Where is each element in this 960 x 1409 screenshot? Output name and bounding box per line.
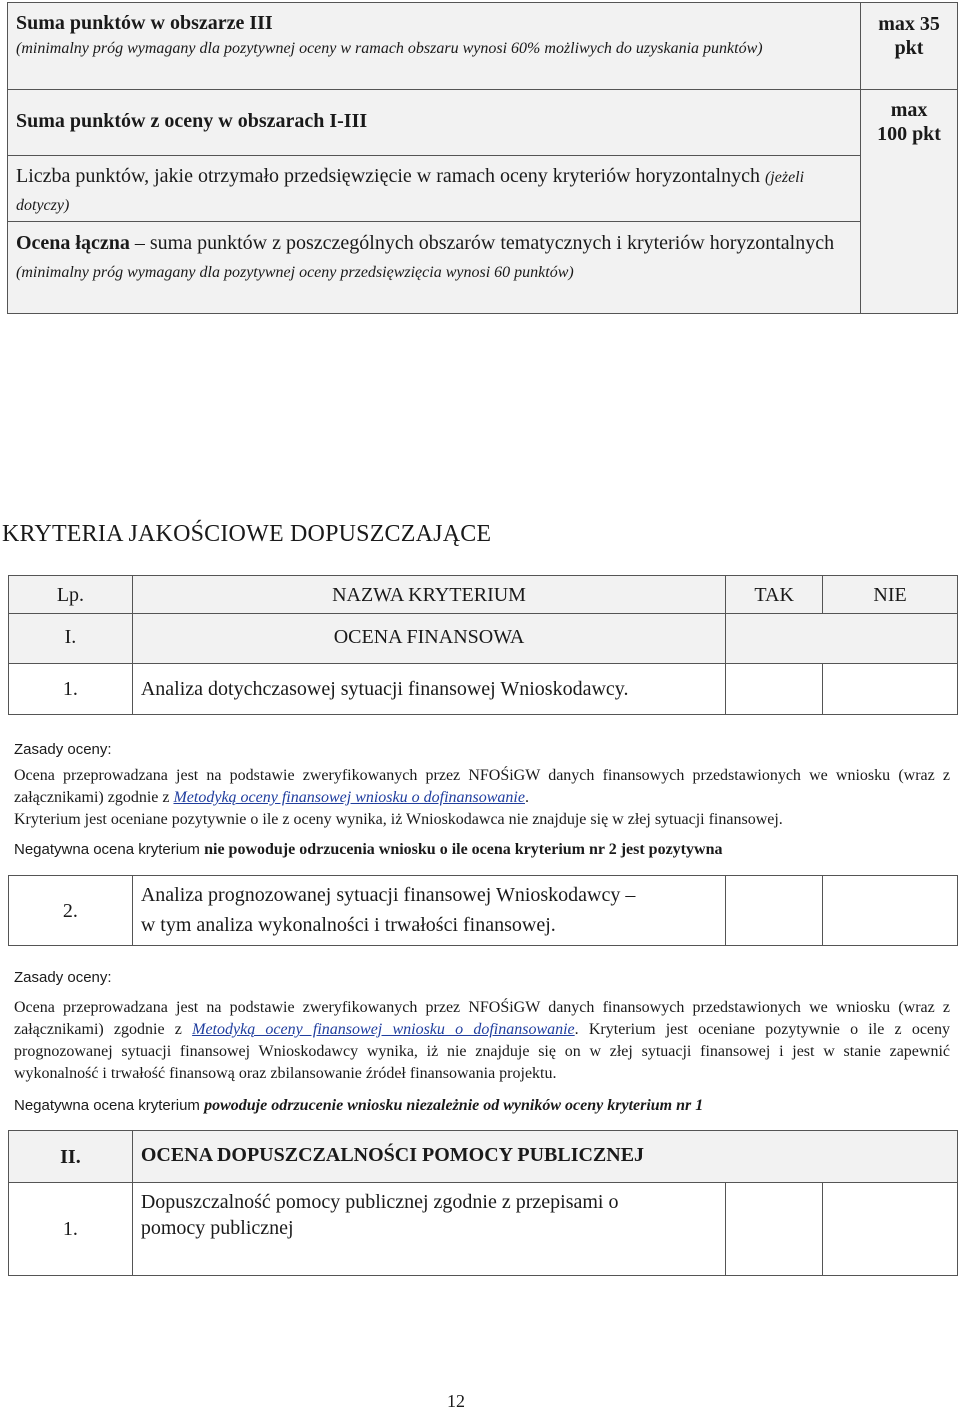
summary-row-area3 (8, 3, 958, 90)
area3-max-line2: pkt (894, 37, 924, 59)
methodology-link-2[interactable]: Metodyką oceny finansowej wniosku o dofinansowanie (192, 1021, 575, 1038)
section2-number: II. (9, 1131, 133, 1183)
criterion-2-rules-label: Zasady oceny: (14, 969, 112, 986)
summary-table (7, 2, 958, 314)
section1-row (9, 614, 958, 664)
criterion-2-name-line2: w tym analiza wykonalności i trwałości finansowej. (140, 914, 556, 936)
area3-note: (minimalny próg wymagany dla pozytywnej oceny w ramach obszaru wynosi 60% możliwych do uzyskania punktów) (16, 40, 763, 57)
criterion-2-row (9, 876, 958, 946)
header-name: NAZWA KRYTERIUM (132, 576, 725, 614)
total-max-line2: 100 pkt (877, 123, 941, 145)
criterion-2-negative: Negatywna ocena kryterium powoduje odrzucenie wniosku niezależnie od wyników oceny kryterium nr 1 (14, 1097, 704, 1114)
summary-row-total (8, 90, 958, 156)
horizontal-note: (jeżeli dotyczy) (16, 169, 805, 214)
criterion-1-nie-cell[interactable] (823, 664, 958, 715)
section1-title: OCENA FINANSOWA (132, 614, 725, 664)
section2-title: OCENA DOPUSZCZALNOŚCI POMOCY PUBLICZNEJ (132, 1131, 957, 1183)
criterion-1-rules-text: Ocena przeprowadzana jest na podstawie zweryfikowanych przez NFOŚiGW danych finansowych przedstawionych we wniosku (wraz z załącznikami) zgodnie z Metodyką oceny finansowej wniosku o dofinansowanie. (14, 767, 950, 806)
area3-title: Suma punktów w obszarze III (16, 12, 273, 34)
area3-cell (8, 3, 861, 90)
section2-criterion-1-name-line1: Dopuszczalność pomocy publicznej zgodnie z przepisami o (140, 1191, 619, 1213)
area3-max-cell (861, 3, 958, 90)
criteria-table-item2 (8, 875, 958, 946)
total-title: Suma punktów z oceny w obszarach I-III (16, 110, 368, 132)
criterion-1-tak-cell[interactable] (726, 664, 823, 715)
section2-criterion-1-row (9, 1183, 958, 1276)
criteria-header-row (9, 576, 958, 614)
criterion-1-name: Analiza dotychczasowej sytuacji finansowej Wnioskodawcy. (132, 664, 725, 715)
page-number: 12 (447, 1391, 465, 1409)
section-heading: KRYTERIA JAKOŚCIOWE DOPUSZCZAJĄCE (2, 521, 492, 547)
criterion-2-name-cell (132, 876, 725, 946)
total-max-line1: max (890, 99, 928, 121)
criterion-2-tak-cell[interactable] (726, 876, 823, 946)
criterion-1-rules-label: Zasady oceny: (14, 741, 112, 758)
section1-number: I. (9, 614, 133, 664)
overall-title-bold: Ocena łączna (16, 232, 130, 254)
section2-criterion-1-name-line2: pomocy publicznej (140, 1217, 294, 1239)
section1-blank (726, 614, 958, 664)
area3-max-line1: max 35 (878, 13, 940, 35)
criterion-1-number: 1. (9, 664, 133, 715)
criterion-2-rules-text: Ocena przeprowadzana jest na podstawie zweryfikowanych przez NFOŚiGW danych finansowych przedstawionych we wniosku (wraz z załącznikami) zgodnie z Metodyką oceny finansowej wniosku o dofinansowanie. Kryterium jest oceniane pozytywnie o ile z oceny prognozowanej sytuacji finansowej Wnioskodawcy wynika, iż nie znajduje się on w złej sytuacji finansowej i jest w stanie zapewnić wykonalność i trwałość finansową oraz zbilansowanie źródeł finansowania projektu. (14, 999, 951, 1082)
overall-note: (minimalny próg wymagany dla pozytywnej oceny przedsięwzięcia wynosi 60 punktów) (16, 264, 574, 281)
total-max-cell (861, 90, 958, 314)
overall-title-rest: – suma punktów z poszczególnych obszarów tematycznych i kryteriów horyzontalnych (129, 232, 835, 254)
header-tak: TAK (726, 576, 823, 614)
horizontal-cell (8, 156, 861, 222)
criteria-table-section2 (8, 1130, 958, 1276)
header-nie: NIE (823, 576, 958, 614)
criterion-1-rules (14, 739, 950, 861)
criterion-2-number: 2. (9, 876, 133, 946)
horizontal-title: Liczba punktów, jakie otrzymało przedsięwzięcie w ramach oceny kryteriów horyzontalnych (16, 165, 760, 187)
section2-criterion-1-nie-cell[interactable] (823, 1183, 958, 1276)
section2-row (9, 1131, 958, 1183)
criterion-2-nie-cell[interactable] (823, 876, 958, 946)
summary-row-overall (8, 222, 958, 314)
total-cell (8, 90, 861, 156)
criterion-2-name-line1: Analiza prognozowanej sytuacji finansowej Wnioskodawcy – (140, 884, 636, 906)
section2-criterion-1-number: 1. (9, 1183, 133, 1276)
criterion-1-negative: Negatywna ocena kryterium nie powoduje odrzucenia wniosku o ile ocena kryterium nr 2 jest pozytywna (14, 841, 723, 858)
overall-cell (8, 222, 861, 314)
summary-row-horizontal (8, 156, 958, 222)
criterion-2-rules (14, 967, 950, 1117)
criterion-1-rules-positive: Kryterium jest oceniane pozytywnie o ile z oceny wynika, iż Wnioskodawca nie znajduje się w złej sytuacji finansowej. (14, 811, 783, 828)
methodology-link-1[interactable]: Metodyką oceny finansowej wniosku o dofinansowanie (173, 789, 525, 806)
criteria-table-section1 (8, 575, 958, 715)
header-lp: Lp. (9, 576, 133, 614)
section2-criterion-1-tak-cell[interactable] (726, 1183, 823, 1276)
section2-criterion-1-name-cell (132, 1183, 725, 1276)
criterion-1-row (9, 664, 958, 715)
